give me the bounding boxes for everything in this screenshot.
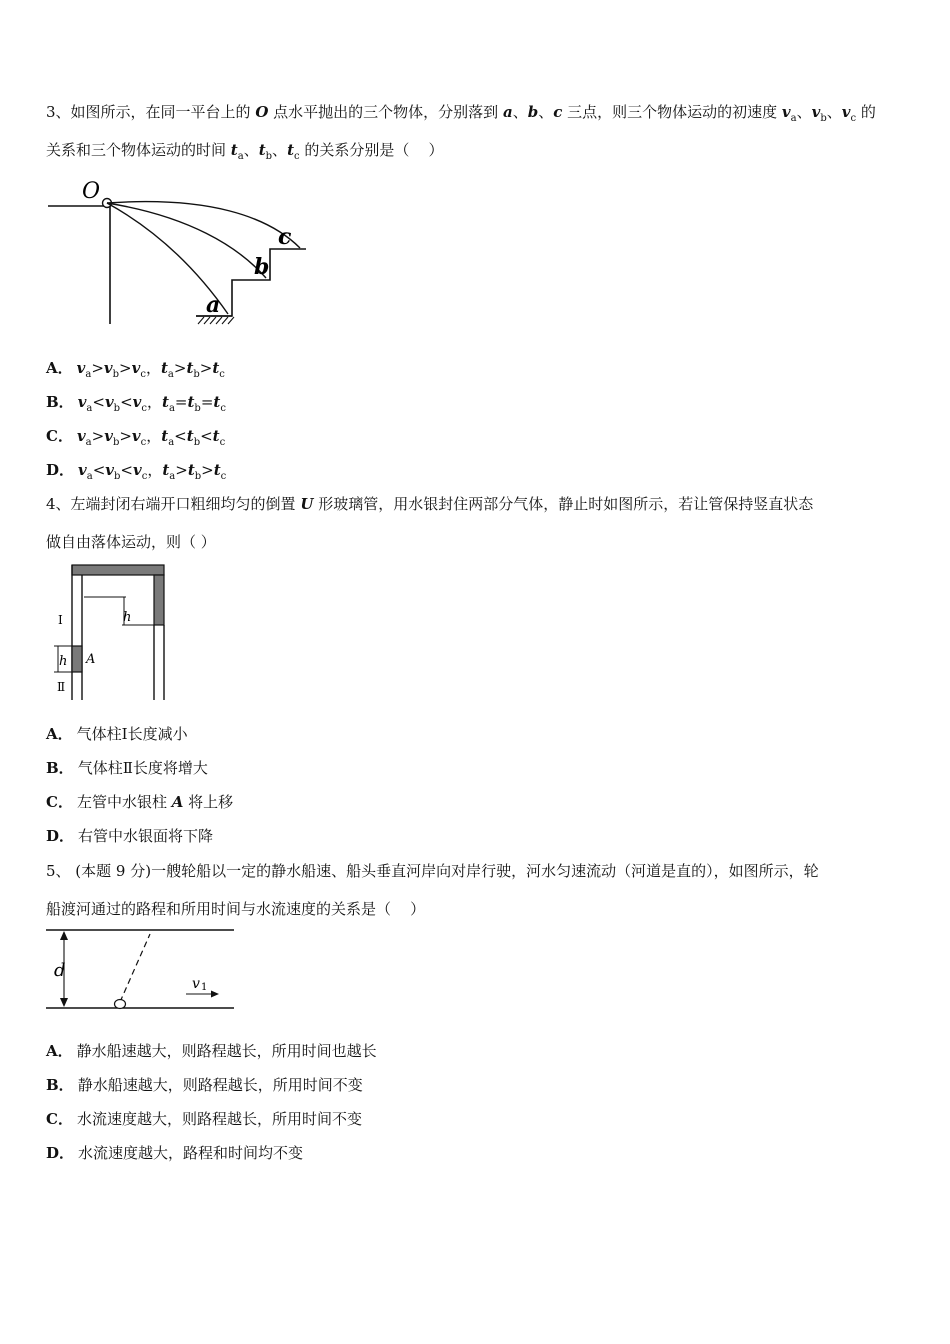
q5-label-v-sub: 1 (201, 982, 208, 993)
q3-option-b[interactable] (46, 392, 226, 419)
q4-label-ii: Ⅱ (57, 680, 66, 694)
option-letter: D． (46, 461, 75, 479)
q4-option-d[interactable] (46, 826, 213, 846)
q4-figure-u-tube (44, 562, 170, 706)
option-text: 左管中水银柱 A 将上移 (76, 793, 234, 811)
option-letter: C． (46, 427, 73, 445)
option-text: 静水船速越大，则路程越长，所用时间也越长 (76, 1042, 377, 1060)
q4-stem-line2: 做自由落体运动，则（ ） (46, 533, 216, 551)
q3-label-a: a (206, 292, 221, 318)
option-letter: C． (46, 793, 73, 811)
option-letter: A． (46, 359, 73, 377)
option-letter: A． (46, 725, 73, 743)
q3-option-c[interactable] (46, 426, 225, 453)
option-text: 静水船速越大，则路程越长，所用时间不变 (77, 1076, 363, 1094)
q3-label-c: c (278, 224, 292, 250)
q3-option-d[interactable] (46, 460, 226, 487)
q5-option-d[interactable] (46, 1143, 303, 1163)
q3-label-o: O (82, 179, 101, 204)
option-letter: D． (46, 1144, 75, 1162)
q4-label-h-left: h (59, 654, 68, 669)
q4-stem-line1: 4、左端封闭右端开口粗细均匀的倒置 U 形玻璃管，用水银封住两部分气体，静止时如图所示，若让管保持竖直状态 (46, 495, 814, 513)
q3-stem-line1: 3、如图所示，在同一平台上的 O 点水平抛出的三个物体，分别落到 a、b、c 三点，则三个物体运动的初速度 $v_a$、$v_b$、$v_c$ 的 (46, 103, 876, 124)
q5-option-b[interactable] (46, 1075, 363, 1095)
option-letter: C． (46, 1110, 73, 1128)
q3-stem-line2: 关系和三个物体运动的时间 $t_a$、$t_b$、$t_c$ 的关系分别是（ ） (46, 141, 444, 162)
q5-stem-line1: 5、 (本题 9 分)一艘轮船以一定的静水船速、船头垂直河岸向对岸行驶，河水匀速流动（河道是直的），如图所示，轮 (46, 862, 819, 880)
option-letter: B． (46, 1076, 74, 1094)
option-text: 水流速度越大，则路程越长，所用时间不变 (76, 1110, 362, 1128)
option-text: $v_a>v_b>v_c$，$t_a>t_b>t_c$ (76, 359, 225, 380)
q5-label-v: v (192, 976, 200, 992)
q5-figure-river (44, 926, 238, 1014)
q5-option-a[interactable] (46, 1041, 377, 1061)
q4-label-a: A (86, 652, 96, 667)
q3-option-a[interactable] (46, 358, 225, 385)
option-text: $v_a>v_b>v_c$，$t_a<t_b<t_c$ (76, 427, 226, 448)
q3-figure-projectile (48, 176, 310, 332)
q4-option-c[interactable] (46, 792, 233, 812)
option-text: $v_a<v_b<v_c$，$t_a>t_b>t_c$ (78, 461, 227, 482)
option-letter: B． (46, 759, 74, 777)
option-text: 气体柱Ⅱ长度将增大 (77, 759, 208, 777)
option-text: $v_a<v_b<v_c$，$t_a=t_b=t_c$ (77, 393, 226, 414)
option-letter: B． (46, 393, 74, 411)
q4-option-a[interactable] (46, 724, 188, 744)
q5-label-d: d (54, 960, 66, 981)
option-letter: A． (46, 1042, 73, 1060)
option-text: 右管中水银面将下降 (78, 827, 214, 845)
q5-stem-line2: 船渡河通过的路程和所用时间与水流速度的关系是（ ） (46, 900, 426, 918)
q4-label-i: Ⅰ (58, 613, 63, 627)
option-letter: D． (46, 827, 75, 845)
q4-label-h-right: h (123, 610, 132, 625)
q5-option-c[interactable] (46, 1109, 362, 1129)
q4-option-b[interactable] (46, 758, 208, 778)
option-text: 气体柱Ⅰ长度减小 (76, 725, 188, 743)
q3-label-b: b (254, 254, 270, 280)
option-text: 水流速度越大，路程和时间均不变 (78, 1144, 304, 1162)
